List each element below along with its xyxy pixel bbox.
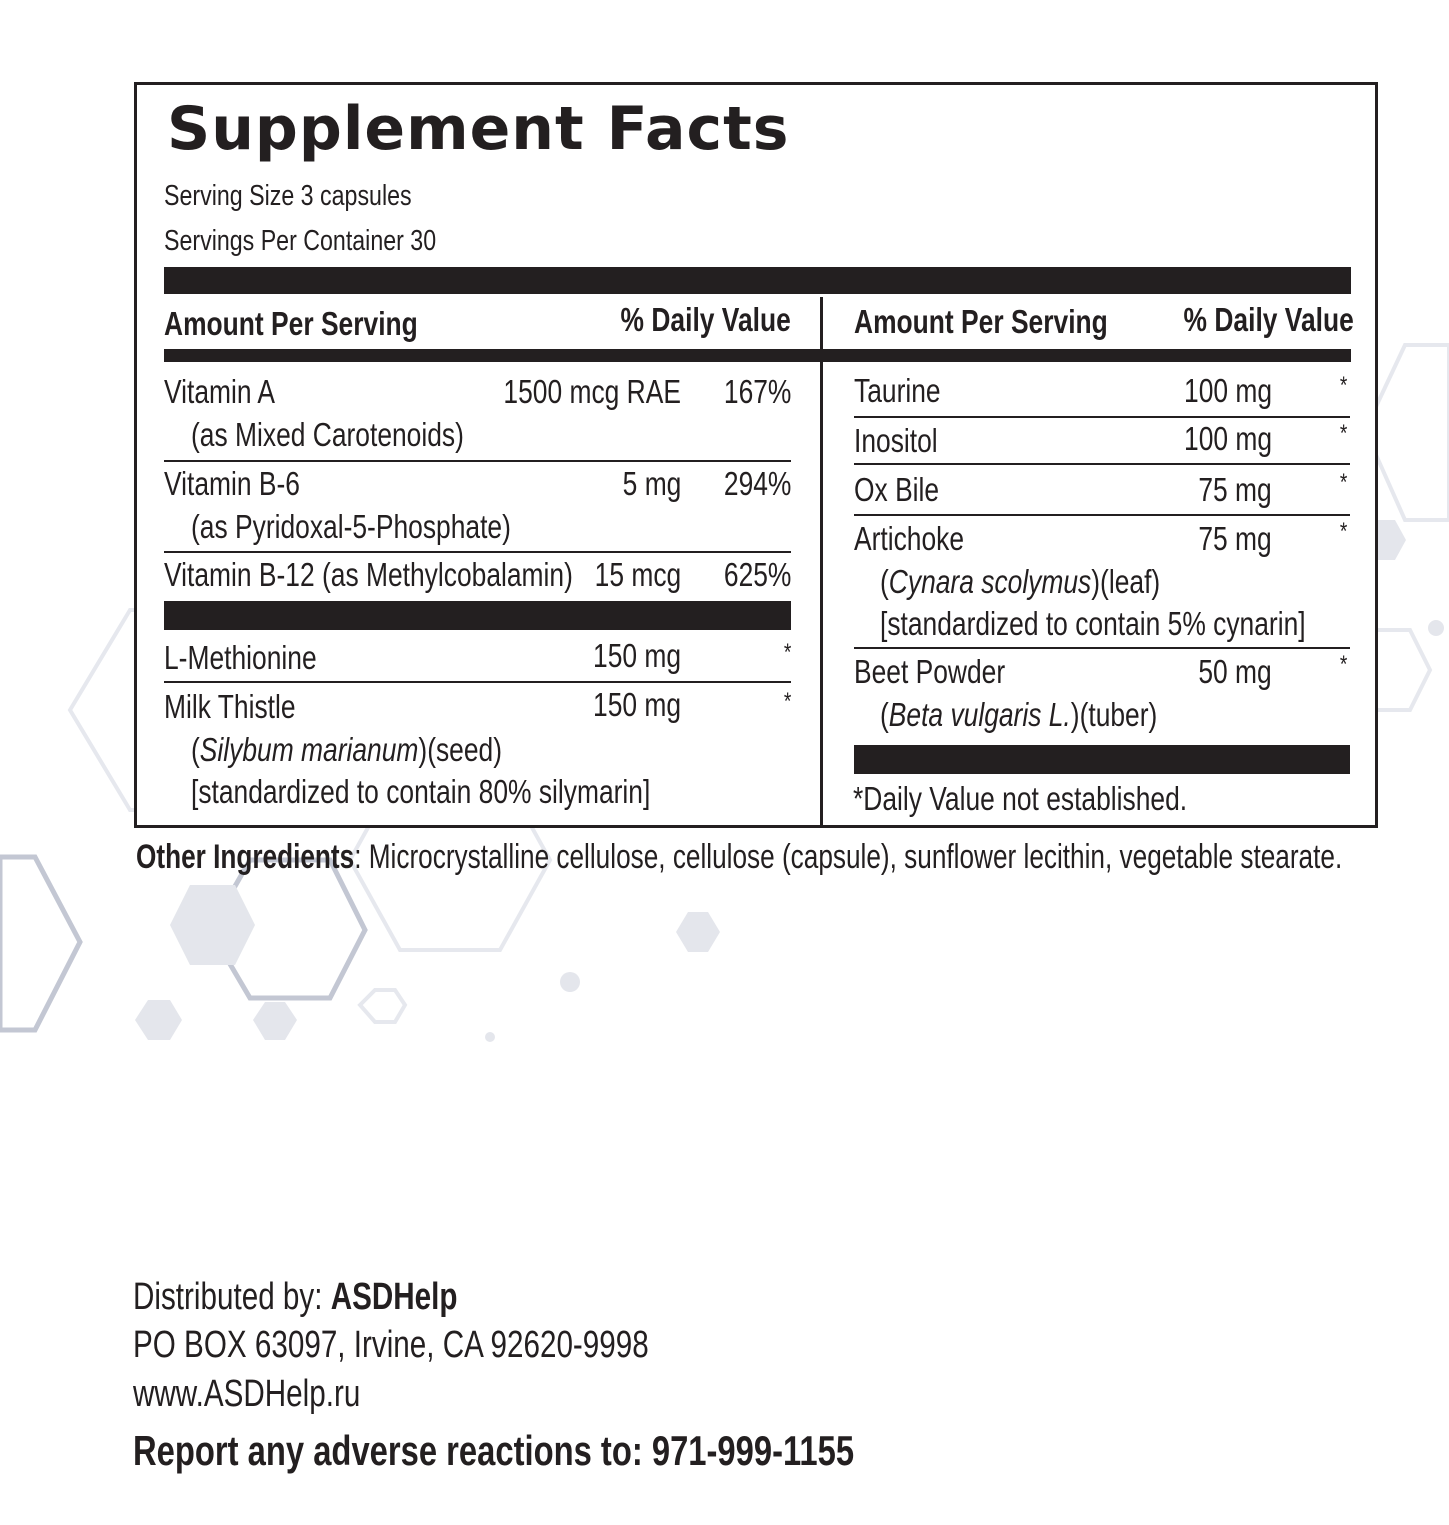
top-thick-bar bbox=[164, 267, 1351, 294]
row-rule bbox=[164, 551, 791, 553]
milk-thistle-dv: * bbox=[783, 688, 791, 715]
vitamin-b12-name: Vitamin B-12 (as Methylcobalamin) bbox=[164, 556, 573, 593]
servings-per-container: Servings Per Container 30 bbox=[164, 225, 437, 257]
panel-title: Supplement Facts bbox=[167, 94, 790, 164]
row-rule bbox=[854, 514, 1350, 516]
vitamin-b6-source: (as Pyridoxal-5-Phosphate) bbox=[191, 508, 511, 545]
l-methionine-dv: * bbox=[783, 639, 791, 666]
row-rule bbox=[854, 463, 1350, 465]
dv-footnote: *Daily Value not established. bbox=[853, 780, 1188, 817]
milk-thistle-amount: 150 mg bbox=[592, 686, 681, 723]
l-methionine-name: L-Methionine bbox=[164, 639, 317, 676]
ox-bile-name: Ox Bile bbox=[854, 471, 940, 508]
distributor-line bbox=[133, 1278, 458, 1316]
beet-powder-latin: (Beta vulgaris L.)(tuber) bbox=[880, 696, 1158, 733]
ox-bile-dv: * bbox=[1339, 469, 1347, 496]
vitamin-b6-amount: 5 mg bbox=[622, 465, 681, 502]
artichoke-latin: (Cynara scolymus)(leaf) bbox=[880, 563, 1161, 600]
milk-thistle-latin: (Silybum marianum)(seed) bbox=[191, 731, 503, 768]
left-amount-header: Amount Per Serving bbox=[164, 305, 418, 342]
l-methionine-amount: 150 mg bbox=[592, 637, 681, 674]
supplement-facts-panel bbox=[134, 82, 1378, 828]
right-header-bar bbox=[823, 349, 1351, 362]
ox-bile-amount: 75 mg bbox=[1198, 471, 1272, 508]
serving-size: Serving Size 3 capsules bbox=[164, 180, 412, 212]
other-ingredients bbox=[136, 840, 1342, 874]
row-rule bbox=[164, 460, 791, 462]
other-ingredients-text: : Microcrystalline cellulose, cellulose (capsule), sunflower lecithin, vegetable stearate. bbox=[354, 838, 1343, 876]
vitamin-a-amount: 1500 mcg RAE bbox=[503, 373, 681, 410]
artichoke-standardization: [standardized to contain 5% cynarin] bbox=[880, 605, 1306, 642]
beet-powder-name: Beet Powder bbox=[854, 653, 1006, 690]
taurine-dv: * bbox=[1339, 372, 1347, 399]
inositol-dv: * bbox=[1339, 420, 1347, 447]
inositol-name: Inositol bbox=[854, 422, 938, 459]
distributor-website: www.ASDHelp.ru bbox=[133, 1373, 361, 1415]
distributor-prefix: Distributed by: bbox=[133, 1276, 331, 1318]
right-dv-header: % Daily Value bbox=[1183, 301, 1354, 338]
artichoke-dv: * bbox=[1339, 518, 1347, 545]
distributor-address: PO BOX 63097, Irvine, CA 92620-9998 bbox=[133, 1324, 649, 1366]
row-rule bbox=[164, 681, 791, 683]
taurine-amount: 100 mg bbox=[1183, 372, 1272, 409]
left-header-bar bbox=[164, 349, 820, 362]
row-rule bbox=[854, 647, 1350, 649]
taurine-name: Taurine bbox=[854, 372, 941, 409]
vitamin-b6-name: Vitamin B-6 bbox=[164, 465, 300, 502]
left-dv-header: % Daily Value bbox=[620, 301, 791, 338]
right-bottom-thick-bar bbox=[854, 745, 1350, 774]
column-divider bbox=[820, 297, 823, 825]
beet-powder-amount: 50 mg bbox=[1198, 653, 1272, 690]
vitamin-b12-amount: 15 mcg bbox=[594, 556, 681, 593]
inositol-amount: 100 mg bbox=[1183, 420, 1272, 457]
vitamin-b12-dv: 625% bbox=[723, 556, 791, 593]
vitamin-a-source: (as Mixed Carotenoids) bbox=[191, 416, 464, 453]
artichoke-amount: 75 mg bbox=[1198, 520, 1272, 557]
vitamin-b6-dv: 294% bbox=[723, 465, 791, 502]
adverse-reactions-report: Report any adverse reactions to: 971-999-1155 bbox=[133, 1427, 855, 1474]
beet-powder-dv: * bbox=[1339, 651, 1347, 678]
distributor-name: ASDHelp bbox=[330, 1276, 458, 1318]
milk-thistle-standardization: [standardized to contain 80% silymarin] bbox=[191, 773, 651, 810]
left-mid-thick-bar bbox=[164, 601, 791, 630]
vitamin-a-name: Vitamin A bbox=[164, 373, 276, 410]
vitamin-a-dv: 167% bbox=[723, 373, 791, 410]
milk-thistle-name: Milk Thistle bbox=[164, 688, 296, 725]
row-rule bbox=[854, 416, 1350, 418]
other-ingredients-label: Other Ingredients bbox=[136, 838, 355, 876]
artichoke-name: Artichoke bbox=[854, 520, 965, 557]
right-amount-header: Amount Per Serving bbox=[854, 303, 1108, 340]
